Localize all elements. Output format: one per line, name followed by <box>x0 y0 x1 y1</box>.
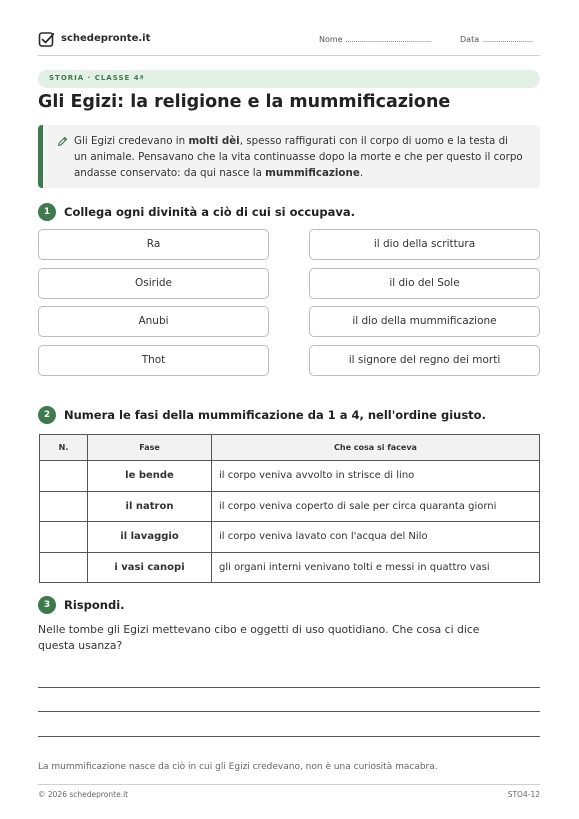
table-header-row <box>40 435 540 461</box>
fase-cell: i vasi canopi <box>88 552 212 583</box>
name-field[interactable] <box>319 35 431 44</box>
answer-line[interactable] <box>38 711 540 712</box>
number-cell[interactable] <box>40 491 88 522</box>
number-cell[interactable] <box>40 522 88 553</box>
answer-line[interactable] <box>38 687 540 688</box>
question-number: 2 <box>38 406 56 424</box>
intro-box <box>38 125 540 188</box>
question-number: 3 <box>38 596 56 614</box>
desc-cell: il corpo veniva avvolto in strisce di lino <box>212 461 540 492</box>
desc-cell: il corpo veniva coperto di sale per circa quaranta giorni <box>212 491 540 522</box>
page-header <box>38 30 540 56</box>
question-text: Collega ogni divinità a ciò di cui si occupava. <box>64 205 355 219</box>
table-row <box>40 552 540 583</box>
intro-text <box>74 133 524 181</box>
date-dots: ......................... <box>481 35 533 44</box>
intro-text-2: , spesso raffigurati con il corpo di uomo e la testa di un animale. Pensavano che la vita continuasse dopo la morte e che per questo il corpo andasse conservato: da qui nasce la <box>74 135 523 179</box>
desc-cell: il corpo veniva lavato con l'acqua del Nilo <box>212 522 540 553</box>
number-cell[interactable] <box>40 461 88 492</box>
match-left-item[interactable]: Ra <box>38 229 269 260</box>
match-right-item[interactable]: il signore del regno dei morti <box>309 345 540 376</box>
fase-cell: il lavaggio <box>88 522 212 553</box>
match-left-item[interactable]: Anubi <box>38 306 269 337</box>
checkbox-logo-icon <box>38 31 55 48</box>
intro-bold-2: mummificazione <box>265 167 360 179</box>
intro-text-3: . <box>359 167 364 179</box>
name-dots: .......................................... <box>345 35 431 44</box>
intro-text-1: Gli Egizi credevano in <box>74 135 189 147</box>
footer-divider <box>38 784 540 785</box>
question-number: 1 <box>38 203 56 221</box>
name-label: Nome <box>319 35 343 44</box>
brand-name: schedepronte.it <box>61 33 151 44</box>
date-field[interactable] <box>460 35 533 44</box>
number-cell[interactable] <box>40 552 88 583</box>
table-row <box>40 491 540 522</box>
intro-bold-1: molti dèi <box>188 135 240 147</box>
match-left-item[interactable]: Osiride <box>38 268 269 299</box>
question-text: Numera le fasi della mummificazione da 1 a 4, nell'ordine giusto. <box>64 408 486 422</box>
copyright: © 2026 schedepronte.it <box>38 790 129 799</box>
open-question-text: Nelle tombe gli Egizi mettevano cibo e oggetti di uso quotidiano. Che cosa ci dice questa usanza? <box>38 623 480 652</box>
answer-line[interactable] <box>38 736 540 737</box>
match-right-item[interactable]: il dio della mummificazione <box>309 306 540 337</box>
subject-tag-bar <box>38 70 540 88</box>
footer-note: La mummificazione nasce da ciò in cui gli Egizi credevano, non è una curiosità macabra. <box>38 762 438 772</box>
phases-table <box>39 434 540 583</box>
table-row <box>40 522 540 553</box>
page-title: Gli Egizi: la religione e la mummificazione <box>38 92 451 112</box>
match-right-item[interactable]: il dio del Sole <box>309 268 540 299</box>
fase-cell: le bende <box>88 461 212 492</box>
match-right-item[interactable]: il dio della scrittura <box>309 229 540 260</box>
date-label: Data <box>460 35 480 44</box>
worksheet-code: STO4-12 <box>507 790 540 799</box>
column-header-desc: Che cosa si faceva <box>212 435 540 461</box>
fase-cell: il natron <box>88 491 212 522</box>
table-row <box>40 461 540 492</box>
pencil-icon <box>57 136 68 147</box>
column-header-n: N. <box>40 435 88 461</box>
subject-tag: STORIA · CLASSE 4ª <box>49 74 145 82</box>
desc-cell: gli organi interni venivano tolti e messi in quattro vasi <box>212 552 540 583</box>
question-text: Rispondi. <box>64 598 125 612</box>
match-left-item[interactable]: Thot <box>38 345 269 376</box>
column-header-fase: Fase <box>88 435 212 461</box>
